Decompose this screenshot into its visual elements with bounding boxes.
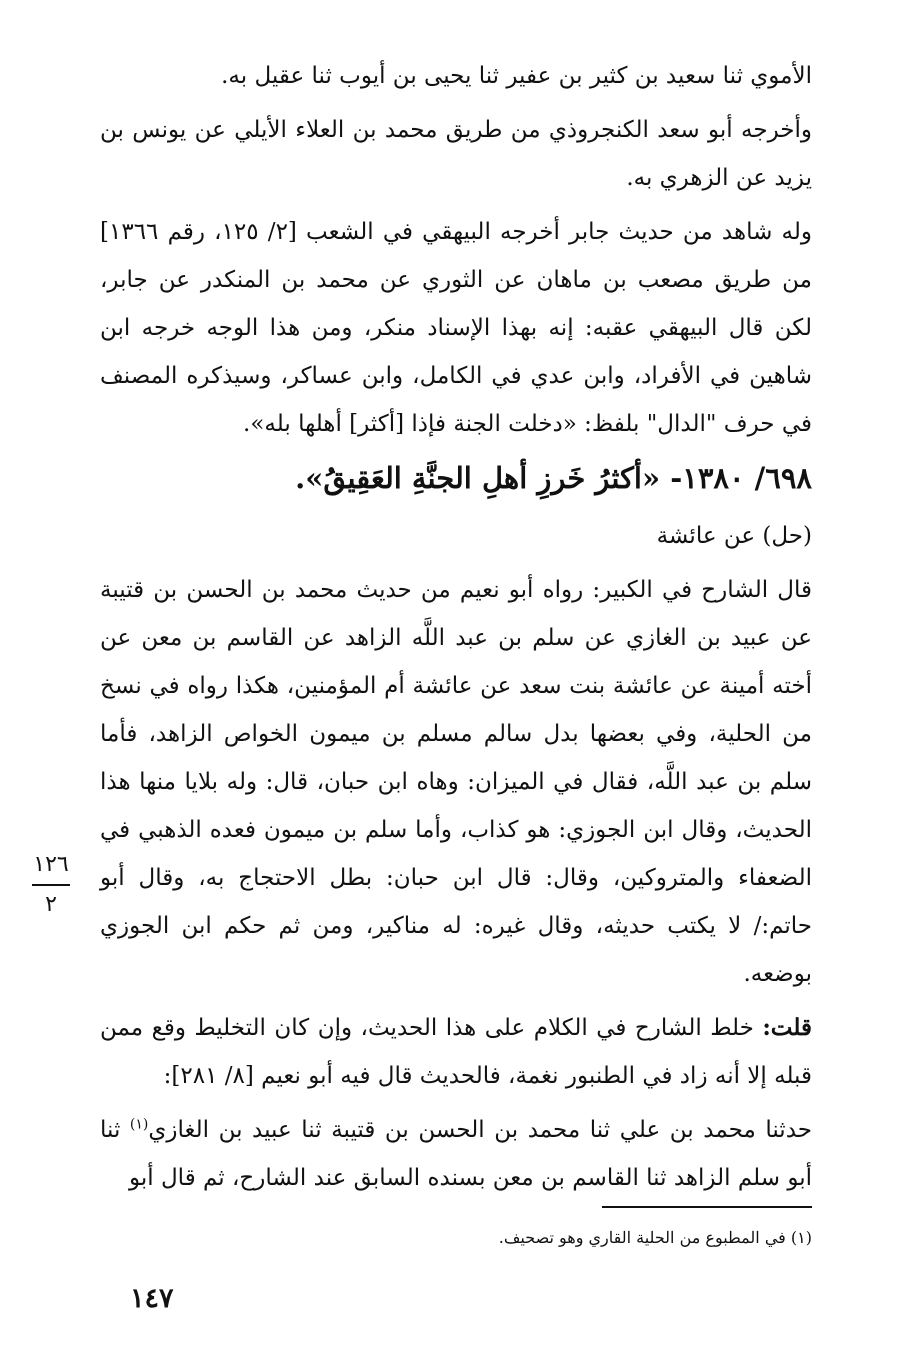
page-number: ١٤٧ <box>130 1283 174 1314</box>
paragraph-6-text-b: ثنا أبو سلم الزاهد ثنا القاسم بن معن بسنده السابق عند الشارح، ثم قال أبو <box>100 1117 812 1191</box>
qultu-label: قلت: <box>762 1014 812 1041</box>
paragraph-6-text-a: حدثنا محمد بن علي ثنا محمد بن الحسن بن قتيبة ثنا عبيد بن الغازي <box>148 1117 812 1143</box>
paragraph-5 <box>100 1004 812 1100</box>
margin-reference <box>24 850 78 920</box>
footnote-divider <box>602 1206 812 1208</box>
margin-ref-top: ١٢٦ <box>33 852 69 877</box>
margin-ref-bottom: ٢ <box>45 892 57 917</box>
hadith-source: (حل) عن عائشة <box>656 523 812 549</box>
page-body <box>100 52 812 1202</box>
footnote: (١) في المطبوع من الحلية القاري وهو تصحيف. <box>498 1228 812 1247</box>
paragraph-5-text: خلط الشارح في الكلام على هذا الحديث، وإن كان التخليط وقع ممن قبله إلا أنه زاد في الطنبور نغمة، فالحديث قال فيه أبو نعيم [٨/ ٢٨١]: <box>100 1015 812 1089</box>
margin-ref-rule <box>32 884 70 886</box>
paragraph-3: وله شاهد من حديث جابر أخرجه البيهقي في الشعب [٢/ ١٢٥، رقم ١٣٦٦] من طريق مصعب بن ماهان عن الثوري عن محمد بن المنكدر عن جابر، لكن قال البيهقي عقبه: إنه بهذا الإسناد منكر، ومن هذا الوجه خرجه ابن شاهين في الأفراد، وابن عدي في الكامل، وابن عساكر، وسيذكره المصنف في حرف "الدال" بلفظ: «دخلت الجنة فإذا [أكثر] أهلها بله». <box>100 219 813 437</box>
paragraph-1: الأموي ثنا سعيد بن كثير بن عفير ثنا يحيى بن أيوب ثنا عقيل به. <box>221 63 812 89</box>
paragraph-6 <box>100 1106 812 1202</box>
hadith-heading: ٦٩٨/ ١٣٨٠- «أكثرُ خَرزِ أهلِ الجنَّةِ العَقِيقُ». <box>295 461 812 495</box>
footnote-reference: (١) <box>129 1116 149 1133</box>
paragraph-2: وأخرجه أبو سعد الكنجروذي من طريق محمد بن العلاء الأيلي عن يونس بن يزيد عن الزهري به. <box>100 117 812 191</box>
paragraph-4: قال الشارح في الكبير: رواه أبو نعيم من حديث محمد بن الحسن بن قتيبة عن عبيد بن الغازي عن سلم بن عبد اللَّه الزاهد عن القاسم بن معن عن أخته أمينة عن عائشة بنت سعد عن عائشة أم المؤمنين، هكذا رواه في نسخ من الحلية، وفي بعضها بدل سالم مسلم بن ميمون الخواص الزاهد، فأما سلم بن عبد اللَّه، فقال في الميزان: وهاه ابن حبان، قال: وله بلايا منها هذا الحديث، وقال ابن الجوزي: هو كذاب، وأما سلم بن ميمون فعده الذهبي في الضعفاء والمتروكين، وقال: قال ابن حبان: بطل الاحتجاج به، وقال أبو حاتم:/ لا يكتب حديثه، وقال غيره: له مناكير، ومن ثم حكم ابن الجوزي بوضعه. <box>100 577 812 987</box>
